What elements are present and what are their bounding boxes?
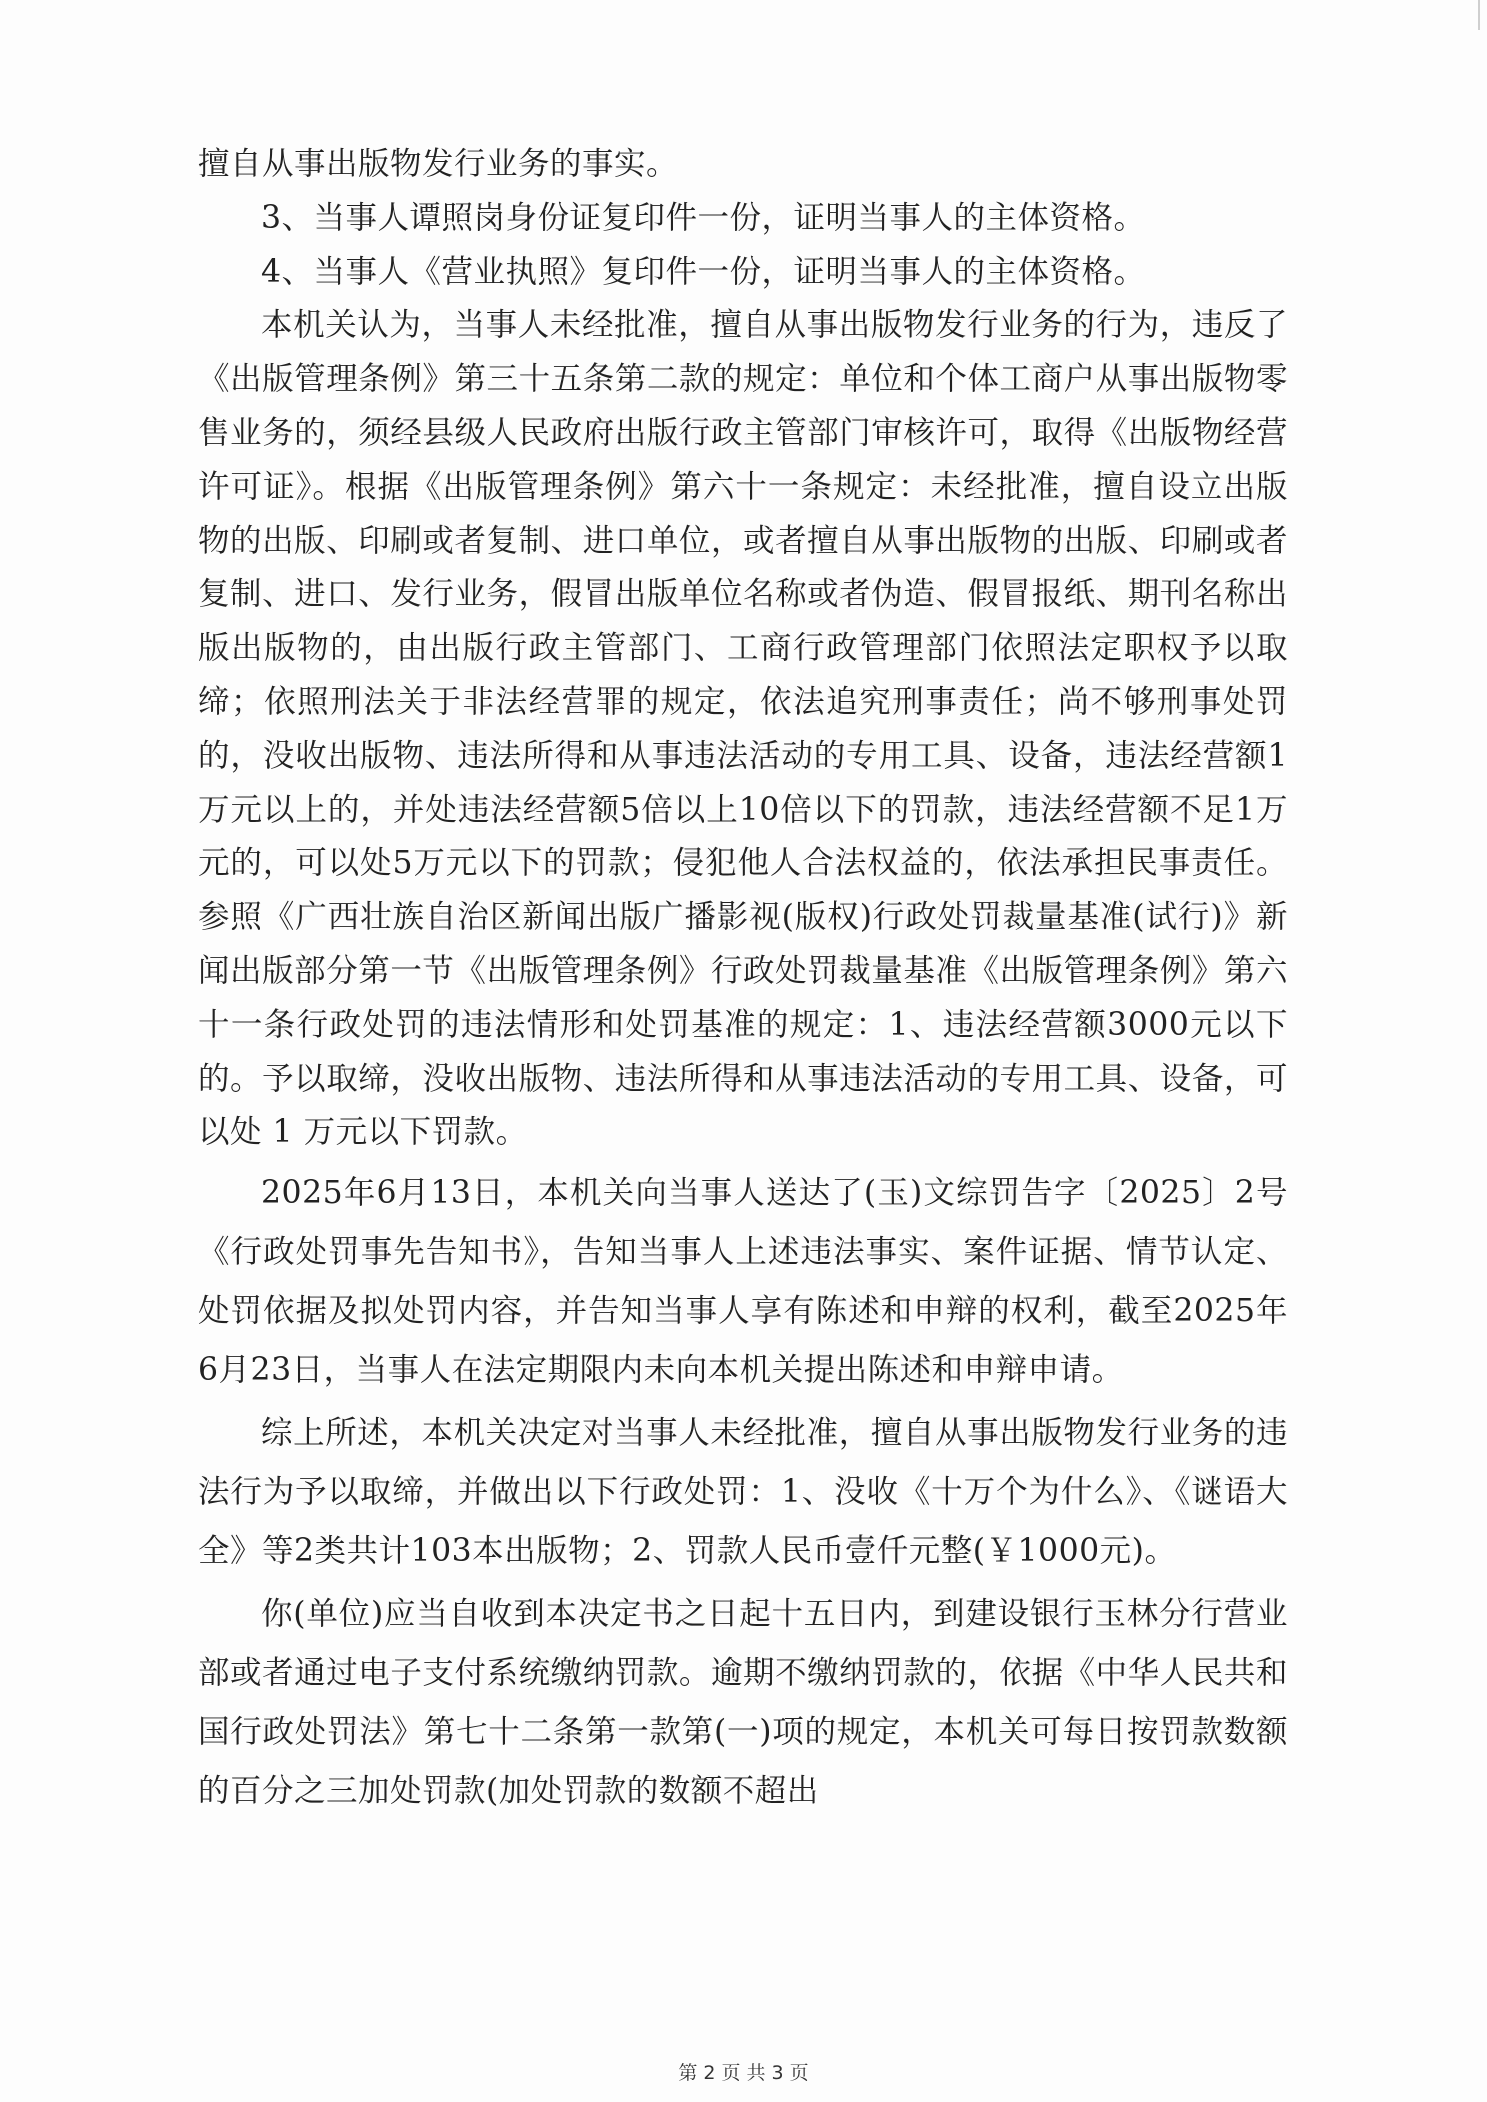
payment-instruction-paragraph: 你(单位)应当自收到本决定书之日起十五日内，到建设银行玉林分行营业部或者通过电子支付系统缴纳罚款。逾期不缴纳罚款的，依据《中华人民共和国行政处罚法》第七十二条第一款第(一)项的规定，本机关可每日按罚款数额的百分之三加处罚款(加处罚款的数额不超出: [198, 1596, 1288, 1810]
decision-paragraph: 综上所述，本机关决定对当事人未经批准，擅自从事出版物发行业务的违法行为予以取缔，并做出以下行政处罚：1、没收《十万个为什么》、《谜语大全》等2类共计103本出版物；2、罚款人民币壹仟元整(￥1000元)。: [198, 1415, 1288, 1570]
evidence-item-3: 3、当事人谭照岗身份证复印件一份，证明当事人的主体资格。: [261, 199, 1146, 236]
legal-basis-paragraph: 本机关认为，当事人未经批准，擅自从事出版物发行业务的行为，违反了《出版管理条例》第三十五条第二款的规定：单位和个体工商户从事出版物零售业务的，须经县级人民政府出版行政主管部门审核许可，取得《出版物经营许可证》。根据《出版管理条例》第六十一条规定：未经批准，擅自设立出版物的出版、印刷或者复制、进口单位，或者擅自从事出版物的出版、印刷或者复制、进口、发行业务，假冒出版单位名称或者伪造、假冒报纸、期刊名称出版出版物的，由出版行政主管部门、工商行政管理部门依照法定职权予以取缔；依照刑法关于非法经营罪的规定，依法追究刑事责任；尚不够刑事处罚的，没收出版物、违法所得和从事违法活动的专用工具、设备，违法经营额1万元以上的，并处违法经营额5倍以上10倍以下的罚款，违法经营额不足1万元的，可以处5万元以下的罚款；侵犯他人合法权益的，依法承担民事责任。参照《广西壮族自治区新闻出版广播影视(版权)行政处罚裁量基准(试行)》新闻出版部分第一节《出版管理条例》行政处罚裁量基准《出版管理条例》第六十一条行政处罚的违法情形和处罚基准的规定：1、违法经营额3000元以下的。予以取缔，没收出版物、违法所得和从事违法活动的专用工具、设备，可以处 1 万元以下罚款。: [198, 307, 1288, 1151]
scan-edge-mark: [1478, 0, 1480, 30]
document-body: [198, 138, 1288, 1821]
page-number: 第 2 页 共 3 页: [678, 2062, 809, 2084]
evidence-item-4: 4、当事人《营业执照》复印件一份，证明当事人的主体资格。: [261, 253, 1146, 290]
notice-delivery-paragraph: 2025年6月13日，本机关向当事人送达了(玉)文综罚告字〔2025〕2号《行政处罚事先告知书》，告知当事人上述违法事实、案件证据、情节认定、处罚依据及拟处罚内容，并告知当事人享有陈述和申辩的权利，截至2025年6月23日，当事人在法定期限内未向本机关提出陈述和申辩申请。: [198, 1175, 1288, 1389]
paragraph-continuation: 擅自从事出版物发行业务的事实。: [198, 146, 679, 182]
